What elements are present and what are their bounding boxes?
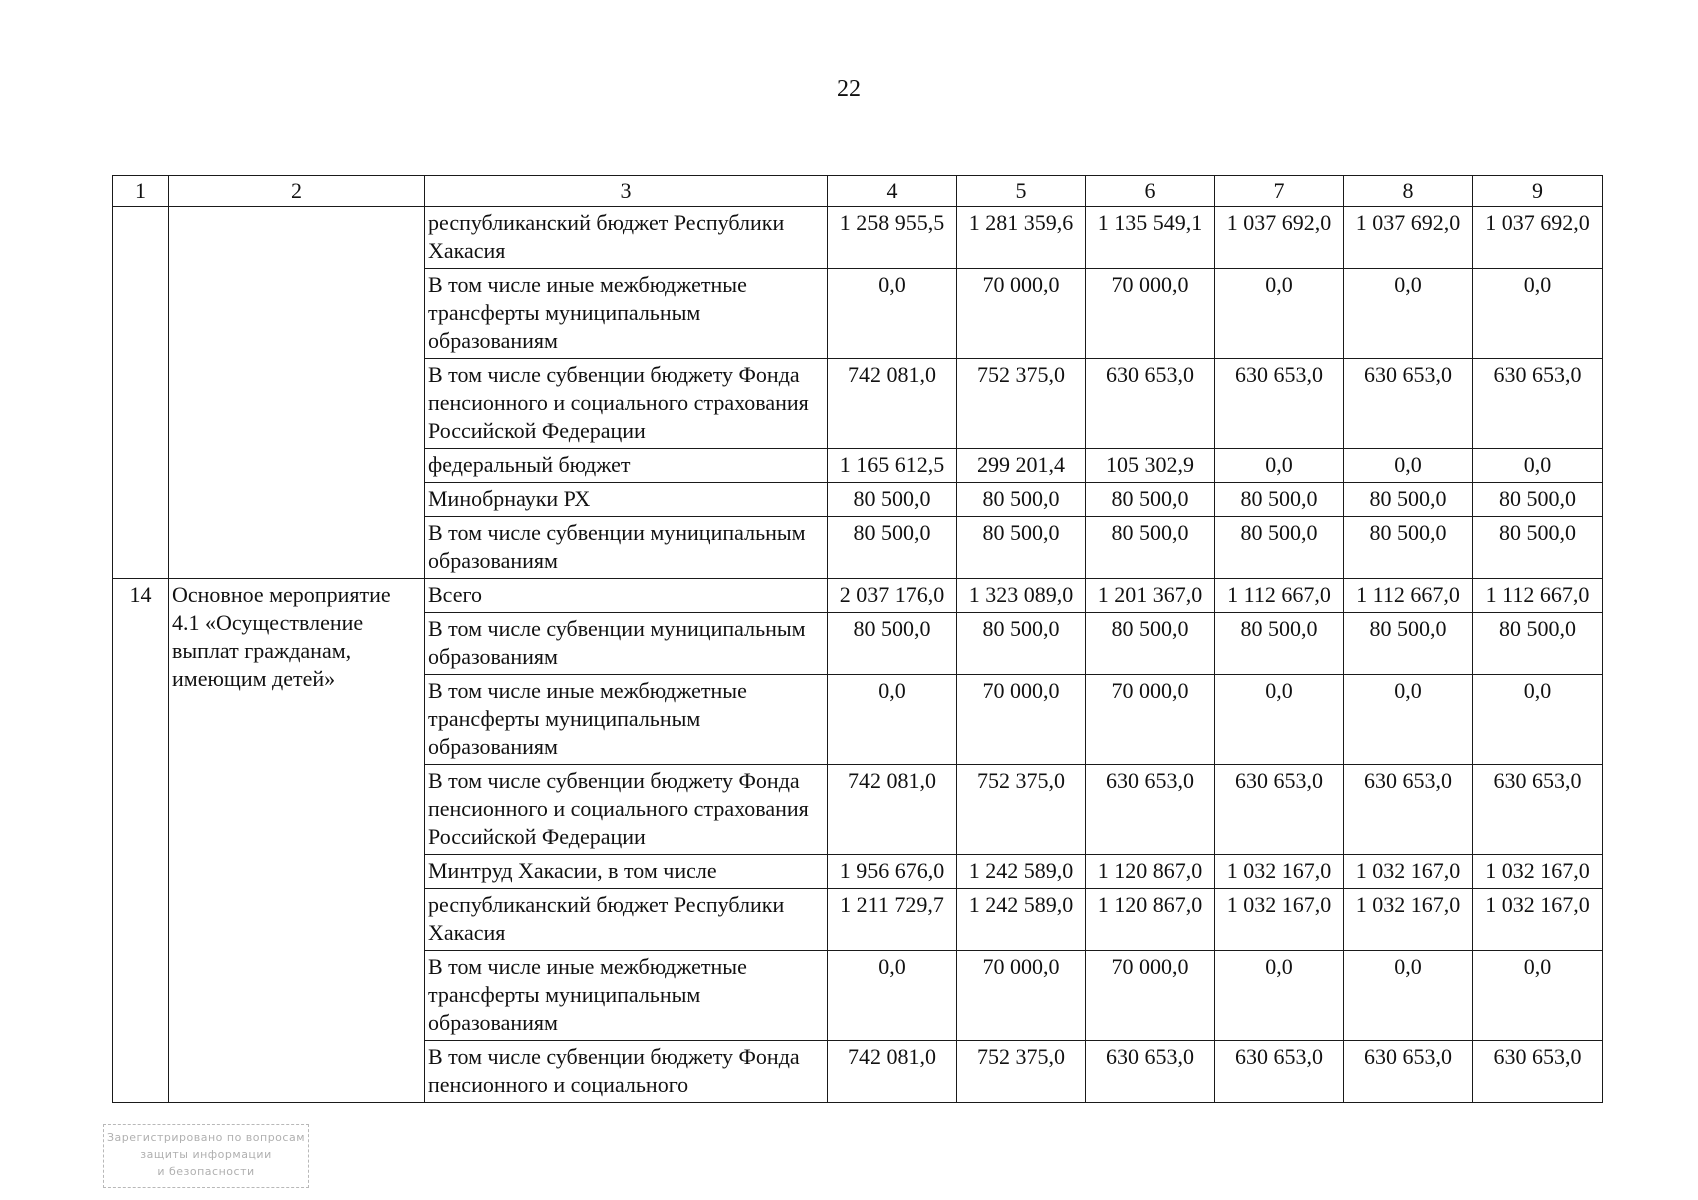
value-cell: 0,0 xyxy=(828,675,957,765)
table-row xyxy=(113,579,1603,613)
table-row xyxy=(113,207,1603,269)
value-cell: 80 500,0 xyxy=(1215,613,1344,675)
value-cell: 1 211 729,7 xyxy=(828,889,957,951)
funding-source: В том числе субвенции муниципальным образованиям xyxy=(425,517,828,579)
registration-stamp xyxy=(103,1124,309,1188)
value-cell: 1 120 867,0 xyxy=(1086,855,1215,889)
value-cell: 630 653,0 xyxy=(1086,765,1215,855)
funding-source: В том числе субвенции бюджету Фонда пенсионного и социального xyxy=(425,1041,828,1103)
value-cell: 0,0 xyxy=(1344,449,1473,483)
value-cell: 1 165 612,5 xyxy=(828,449,957,483)
value-cell: 80 500,0 xyxy=(1086,483,1215,517)
value-cell: 1 323 089,0 xyxy=(957,579,1086,613)
funding-source: республиканский бюджет Республики Хакасия xyxy=(425,207,828,269)
value-cell: 0,0 xyxy=(1473,269,1603,359)
column-header: 4 xyxy=(828,176,957,207)
value-cell: 0,0 xyxy=(1215,449,1344,483)
value-cell: 1 201 367,0 xyxy=(1086,579,1215,613)
value-cell: 0,0 xyxy=(1344,269,1473,359)
value-cell: 80 500,0 xyxy=(1086,613,1215,675)
funding-source: В том числе субвенции бюджету Фонда пенсионного и социального страхования Российской Федерации xyxy=(425,359,828,449)
value-cell: 630 653,0 xyxy=(1344,359,1473,449)
value-cell: 630 653,0 xyxy=(1215,1041,1344,1103)
value-cell: 80 500,0 xyxy=(1086,517,1215,579)
value-cell: 1 242 589,0 xyxy=(957,855,1086,889)
value-cell: 1 032 167,0 xyxy=(1215,855,1344,889)
value-cell: 0,0 xyxy=(1344,951,1473,1041)
value-cell: 299 201,4 xyxy=(957,449,1086,483)
value-cell: 80 500,0 xyxy=(957,517,1086,579)
value-cell: 630 653,0 xyxy=(1344,1041,1473,1103)
funding-source: республиканский бюджет Республики Хакасия xyxy=(425,889,828,951)
value-cell: 752 375,0 xyxy=(957,359,1086,449)
funding-source: федеральный бюджет xyxy=(425,449,828,483)
value-cell: 742 081,0 xyxy=(828,765,957,855)
value-cell: 0,0 xyxy=(1215,269,1344,359)
value-cell: 80 500,0 xyxy=(1473,613,1603,675)
value-cell: 80 500,0 xyxy=(957,483,1086,517)
value-cell: 630 653,0 xyxy=(1086,1041,1215,1103)
value-cell: 80 500,0 xyxy=(957,613,1086,675)
value-cell: 630 653,0 xyxy=(1473,359,1603,449)
item-number-cell xyxy=(113,207,169,579)
value-cell: 1 112 667,0 xyxy=(1215,579,1344,613)
column-header: 5 xyxy=(957,176,1086,207)
value-cell: 1 135 549,1 xyxy=(1086,207,1215,269)
value-cell: 1 037 692,0 xyxy=(1344,207,1473,269)
value-cell: 0,0 xyxy=(1215,951,1344,1041)
value-cell: 1 956 676,0 xyxy=(828,855,957,889)
value-cell: 80 500,0 xyxy=(1473,517,1603,579)
column-header: 9 xyxy=(1473,176,1603,207)
funding-source: Минобрнауки РХ xyxy=(425,483,828,517)
value-cell: 80 500,0 xyxy=(1215,517,1344,579)
stamp-line: Зарегистрировано по вопросам xyxy=(106,1131,306,1144)
value-cell: 630 653,0 xyxy=(1473,1041,1603,1103)
value-cell: 80 500,0 xyxy=(828,483,957,517)
value-cell: 0,0 xyxy=(1473,675,1603,765)
table-header-row xyxy=(113,176,1603,207)
budget-table xyxy=(112,175,1603,1103)
value-cell: 742 081,0 xyxy=(828,359,957,449)
value-cell: 0,0 xyxy=(828,951,957,1041)
value-cell: 105 302,9 xyxy=(1086,449,1215,483)
value-cell: 0,0 xyxy=(1473,951,1603,1041)
value-cell: 1 242 589,0 xyxy=(957,889,1086,951)
value-cell: 1 032 167,0 xyxy=(1344,855,1473,889)
value-cell: 630 653,0 xyxy=(1215,765,1344,855)
value-cell: 80 500,0 xyxy=(1344,613,1473,675)
value-cell: 70 000,0 xyxy=(1086,951,1215,1041)
column-header: 3 xyxy=(425,176,828,207)
funding-source: Всего xyxy=(425,579,828,613)
value-cell: 1 032 167,0 xyxy=(1473,889,1603,951)
column-header: 6 xyxy=(1086,176,1215,207)
value-cell: 0,0 xyxy=(1344,675,1473,765)
funding-source: Минтруд Хакасии, в том числе xyxy=(425,855,828,889)
value-cell: 80 500,0 xyxy=(1344,517,1473,579)
item-description-cell: Основное мероприятие 4.1 «Осуществление выплат гражданам, имеющим детей» xyxy=(169,579,425,1103)
page-number: 22 xyxy=(837,76,861,102)
value-cell: 1 037 692,0 xyxy=(1215,207,1344,269)
value-cell: 1 112 667,0 xyxy=(1344,579,1473,613)
column-header: 8 xyxy=(1344,176,1473,207)
value-cell: 70 000,0 xyxy=(1086,269,1215,359)
column-header: 1 xyxy=(113,176,169,207)
item-number-cell: 14 xyxy=(113,579,169,1103)
value-cell: 630 653,0 xyxy=(1215,359,1344,449)
stamp-line: и безопасности xyxy=(157,1165,255,1178)
value-cell: 742 081,0 xyxy=(828,1041,957,1103)
value-cell: 1 032 167,0 xyxy=(1215,889,1344,951)
value-cell: 70 000,0 xyxy=(1086,675,1215,765)
value-cell: 0,0 xyxy=(1473,449,1603,483)
value-cell: 80 500,0 xyxy=(828,613,957,675)
value-cell: 0,0 xyxy=(828,269,957,359)
value-cell: 1 032 167,0 xyxy=(1344,889,1473,951)
stamp-line: защиты информации xyxy=(140,1148,272,1161)
value-cell: 80 500,0 xyxy=(828,517,957,579)
funding-source: В том числе субвенции бюджету Фонда пенсионного и социального страхования Российской Федерации xyxy=(425,765,828,855)
funding-source: В том числе иные межбюджетные трансферты муниципальным образованиям xyxy=(425,675,828,765)
value-cell: 1 120 867,0 xyxy=(1086,889,1215,951)
value-cell: 1 258 955,5 xyxy=(828,207,957,269)
value-cell: 80 500,0 xyxy=(1473,483,1603,517)
value-cell: 752 375,0 xyxy=(957,765,1086,855)
value-cell: 2 037 176,0 xyxy=(828,579,957,613)
value-cell: 0,0 xyxy=(1215,675,1344,765)
funding-source: В том числе иные межбюджетные трансферты муниципальным образованиям xyxy=(425,951,828,1041)
column-header: 7 xyxy=(1215,176,1344,207)
value-cell: 630 653,0 xyxy=(1344,765,1473,855)
value-cell: 70 000,0 xyxy=(957,675,1086,765)
item-description-cell xyxy=(169,207,425,579)
value-cell: 70 000,0 xyxy=(957,951,1086,1041)
value-cell: 1 112 667,0 xyxy=(1473,579,1603,613)
column-header: 2 xyxy=(169,176,425,207)
value-cell: 752 375,0 xyxy=(957,1041,1086,1103)
value-cell: 630 653,0 xyxy=(1086,359,1215,449)
value-cell: 80 500,0 xyxy=(1215,483,1344,517)
value-cell: 1 032 167,0 xyxy=(1473,855,1603,889)
value-cell: 1 281 359,6 xyxy=(957,207,1086,269)
value-cell: 80 500,0 xyxy=(1344,483,1473,517)
funding-source: В том числе субвенции муниципальным образованиям xyxy=(425,613,828,675)
value-cell: 70 000,0 xyxy=(957,269,1086,359)
funding-source: В том числе иные межбюджетные трансферты муниципальным образованиям xyxy=(425,269,828,359)
value-cell: 630 653,0 xyxy=(1473,765,1603,855)
value-cell: 1 037 692,0 xyxy=(1473,207,1603,269)
